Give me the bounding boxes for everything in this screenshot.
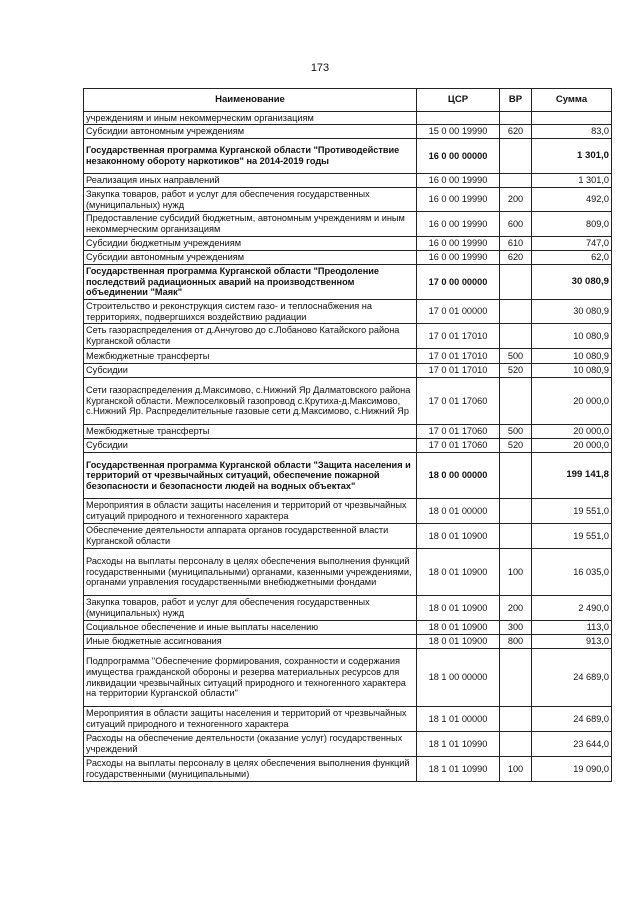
cell-csr: 18 1 01 10990 bbox=[417, 732, 500, 757]
table-row bbox=[84, 364, 612, 378]
table-row bbox=[84, 212, 612, 237]
cell-sum: 10 080,9 bbox=[532, 324, 612, 349]
cell-csr: 18 0 01 00000 bbox=[417, 499, 500, 524]
cell-sum: 19 090,0 bbox=[532, 757, 612, 782]
cell-name: Реализация иных направлений bbox=[84, 174, 417, 188]
cell-csr: 16 0 00 19990 bbox=[417, 237, 500, 251]
cell-sum: 19 551,0 bbox=[532, 499, 612, 524]
cell-vr: 620 bbox=[500, 251, 532, 265]
cell-vr bbox=[500, 324, 532, 349]
cell-sum: 16 035,0 bbox=[532, 549, 612, 596]
table-row bbox=[84, 596, 612, 621]
cell-name: Межбюджетные трансферты bbox=[84, 349, 417, 364]
table-row bbox=[84, 621, 612, 635]
table-row bbox=[84, 139, 612, 174]
table-row bbox=[84, 300, 612, 324]
cell-name: Иные бюджетные ассигнования bbox=[84, 635, 417, 649]
cell-csr: 18 0 01 10900 bbox=[417, 596, 500, 621]
cell-vr: 100 bbox=[500, 549, 532, 596]
table-row bbox=[84, 112, 612, 125]
cell-name: Социальное обеспечение и иные выплаты населению bbox=[84, 621, 417, 635]
cell-sum: 30 080,9 bbox=[532, 300, 612, 324]
cell-csr: 18 0 01 10900 bbox=[417, 635, 500, 649]
cell-vr bbox=[500, 453, 532, 499]
cell-sum: 19 551,0 bbox=[532, 524, 612, 549]
table-row bbox=[84, 439, 612, 453]
cell-name: Закупка товаров, работ и услуг для обеспечения государственных (муниципальных) нужд bbox=[84, 596, 417, 621]
cell-sum: 10 080,9 bbox=[532, 349, 612, 364]
cell-csr: 17 0 01 17010 bbox=[417, 349, 500, 364]
cell-csr: 18 1 01 10990 bbox=[417, 757, 500, 782]
table-header-row bbox=[84, 89, 612, 112]
header-vr: ВР bbox=[500, 89, 532, 112]
cell-vr bbox=[500, 649, 532, 707]
cell-sum: 2 490,0 bbox=[532, 596, 612, 621]
cell-csr: 17 0 01 00000 bbox=[417, 300, 500, 324]
cell-vr bbox=[500, 174, 532, 188]
cell-sum: 199 141,8 bbox=[532, 453, 612, 499]
cell-name: Государственная программа Курганской области "Защита населения и территорий от чрезвычайных ситуаций, обеспечение пожарной безопасности и безопасности людей на водных объектах" bbox=[84, 453, 417, 499]
table-row bbox=[84, 125, 612, 139]
cell-vr: 600 bbox=[500, 212, 532, 237]
table-row bbox=[84, 425, 612, 439]
cell-name: Субсидии автономным учреждениям bbox=[84, 125, 417, 139]
cell-sum: 1 301,0 bbox=[532, 139, 612, 174]
cell-vr: 500 bbox=[500, 349, 532, 364]
cell-vr bbox=[500, 139, 532, 174]
cell-name: Субсидии bbox=[84, 439, 417, 453]
header-sum: Сумма bbox=[532, 89, 612, 112]
table-body bbox=[84, 112, 612, 782]
cell-vr bbox=[500, 732, 532, 757]
cell-name: Мероприятия в области защиты населения и территорий от чрезвычайных ситуаций природного и техногенного характера bbox=[84, 707, 417, 732]
cell-csr: 15 0 00 19990 bbox=[417, 125, 500, 139]
cell-csr: 16 0 00 19990 bbox=[417, 174, 500, 188]
cell-csr: 17 0 01 17010 bbox=[417, 364, 500, 378]
cell-csr: 17 0 01 17060 bbox=[417, 439, 500, 453]
table-row bbox=[84, 174, 612, 188]
cell-vr bbox=[500, 524, 532, 549]
cell-vr: 100 bbox=[500, 757, 532, 782]
cell-sum: 113,0 bbox=[532, 621, 612, 635]
cell-csr: 16 0 00 19990 bbox=[417, 251, 500, 265]
cell-csr: 16 0 00 19990 bbox=[417, 212, 500, 237]
cell-name: Сети газораспределения д.Максимово, с.Нижний Яр Далматовского района Курганской области. Межпоселковый газопровод с.Крутиха-д.Максимово, с.Нижний Яр. Распределительные газовые сети д.Максимово, с.Нижний Яр bbox=[84, 378, 417, 425]
cell-name: Межбюджетные трансферты bbox=[84, 425, 417, 439]
cell-sum: 30 080,9 bbox=[532, 265, 612, 300]
table-row bbox=[84, 757, 612, 782]
cell-sum: 20 000,0 bbox=[532, 425, 612, 439]
table-row bbox=[84, 251, 612, 265]
table-row bbox=[84, 649, 612, 707]
cell-sum: 83,0 bbox=[532, 125, 612, 139]
table-row bbox=[84, 378, 612, 425]
table-row bbox=[84, 524, 612, 549]
cell-csr: 18 0 00 00000 bbox=[417, 453, 500, 499]
cell-csr: 18 1 01 00000 bbox=[417, 707, 500, 732]
cell-sum: 913,0 bbox=[532, 635, 612, 649]
cell-sum: 809,0 bbox=[532, 212, 612, 237]
cell-name: Подпрограмма "Обеспечение формирования, сохранности и содержания имущества гражданской обороны и резерва материальных ресурсов для ликвидации чрезвычайных ситуаций природного и техногенного характера на территории Курганской области" bbox=[84, 649, 417, 707]
cell-csr: 17 0 01 17010 bbox=[417, 324, 500, 349]
cell-vr: 610 bbox=[500, 237, 532, 251]
cell-name: Мероприятия в области защиты населения и территорий от чрезвычайных ситуаций природного и техногенного характера bbox=[84, 499, 417, 524]
cell-csr: 18 0 01 10900 bbox=[417, 621, 500, 635]
cell-vr: 200 bbox=[500, 596, 532, 621]
cell-sum: 23 644,0 bbox=[532, 732, 612, 757]
table-row bbox=[84, 635, 612, 649]
table-row bbox=[84, 324, 612, 349]
cell-csr: 17 0 01 17060 bbox=[417, 378, 500, 425]
cell-sum: 62,0 bbox=[532, 251, 612, 265]
table-row bbox=[84, 453, 612, 499]
cell-vr bbox=[500, 265, 532, 300]
table-row bbox=[84, 549, 612, 596]
cell-csr: 18 0 01 10900 bbox=[417, 524, 500, 549]
table-row bbox=[84, 732, 612, 757]
cell-sum: 10 080,9 bbox=[532, 364, 612, 378]
header-csr: ЦСР bbox=[417, 89, 500, 112]
cell-sum bbox=[532, 112, 612, 125]
cell-name: Расходы на выплаты персоналу в целях обеспечения выполнения функций государственными (муниципальными) bbox=[84, 757, 417, 782]
budget-table bbox=[83, 88, 612, 782]
cell-vr bbox=[500, 300, 532, 324]
table-row bbox=[84, 265, 612, 300]
cell-sum: 492,0 bbox=[532, 188, 612, 212]
cell-csr bbox=[417, 112, 500, 125]
cell-name: Обеспечение деятельности аппарата органов государственной власти Курганской области bbox=[84, 524, 417, 549]
cell-vr: 520 bbox=[500, 364, 532, 378]
cell-sum: 1 301,0 bbox=[532, 174, 612, 188]
table-row bbox=[84, 707, 612, 732]
cell-vr: 300 bbox=[500, 621, 532, 635]
cell-name: Предоставление субсидий бюджетным, автономным учреждениям и иным некоммерческим организациям bbox=[84, 212, 417, 237]
cell-name: Закупка товаров, работ и услуг для обеспечения государственных (муниципальных) нужд bbox=[84, 188, 417, 212]
cell-name: Расходы на обеспечение деятельности (оказание услуг) государственных учреждений bbox=[84, 732, 417, 757]
cell-vr: 500 bbox=[500, 425, 532, 439]
cell-name: Субсидии бюджетным учреждениям bbox=[84, 237, 417, 251]
table-row bbox=[84, 237, 612, 251]
cell-vr: 520 bbox=[500, 439, 532, 453]
cell-name: Субсидии bbox=[84, 364, 417, 378]
table-row bbox=[84, 499, 612, 524]
cell-name: учреждениям и иным некоммерческим организациям bbox=[84, 112, 417, 125]
cell-vr: 620 bbox=[500, 125, 532, 139]
cell-vr bbox=[500, 378, 532, 425]
table-row bbox=[84, 349, 612, 364]
cell-csr: 18 1 00 00000 bbox=[417, 649, 500, 707]
cell-vr bbox=[500, 499, 532, 524]
cell-sum: 24 689,0 bbox=[532, 707, 612, 732]
cell-name: Расходы на выплаты персоналу в целях обеспечения выполнения функций государственными (муниципальными) органами, казенными учреждениями, органами управления государственными внебюджетными фондами bbox=[84, 549, 417, 596]
cell-name: Субсидии автономным учреждениям bbox=[84, 251, 417, 265]
cell-name: Государственная программа Курганской области "Преодоление последствий радиационных аварий на производственном объединении "Маяк" bbox=[84, 265, 417, 300]
cell-vr bbox=[500, 112, 532, 125]
cell-csr: 18 0 01 10900 bbox=[417, 549, 500, 596]
cell-csr: 16 0 00 00000 bbox=[417, 139, 500, 174]
cell-name: Строительство и реконструкция систем газо- и теплоснабжения на территориях, подвергшихся воздействию радиации bbox=[84, 300, 417, 324]
cell-vr: 800 bbox=[500, 635, 532, 649]
cell-sum: 20 000,0 bbox=[532, 378, 612, 425]
table-row bbox=[84, 188, 612, 212]
cell-csr: 17 0 01 17060 bbox=[417, 425, 500, 439]
cell-sum: 747,0 bbox=[532, 237, 612, 251]
cell-csr: 16 0 00 19990 bbox=[417, 188, 500, 212]
cell-name: Государственная программа Курганской области "Противодействие незаконному обороту наркотиков" на 2014-2019 годы bbox=[84, 139, 417, 174]
cell-name: Сеть газораспределения от д.Анчугово до с.Лобаново Катайского района Курганской области bbox=[84, 324, 417, 349]
cell-vr bbox=[500, 707, 532, 732]
header-name: Наименование bbox=[84, 89, 417, 112]
cell-sum: 24 689,0 bbox=[532, 649, 612, 707]
cell-sum: 20 000,0 bbox=[532, 439, 612, 453]
cell-vr: 200 bbox=[500, 188, 532, 212]
page-number: 173 bbox=[310, 62, 330, 74]
cell-csr: 17 0 00 00000 bbox=[417, 265, 500, 300]
